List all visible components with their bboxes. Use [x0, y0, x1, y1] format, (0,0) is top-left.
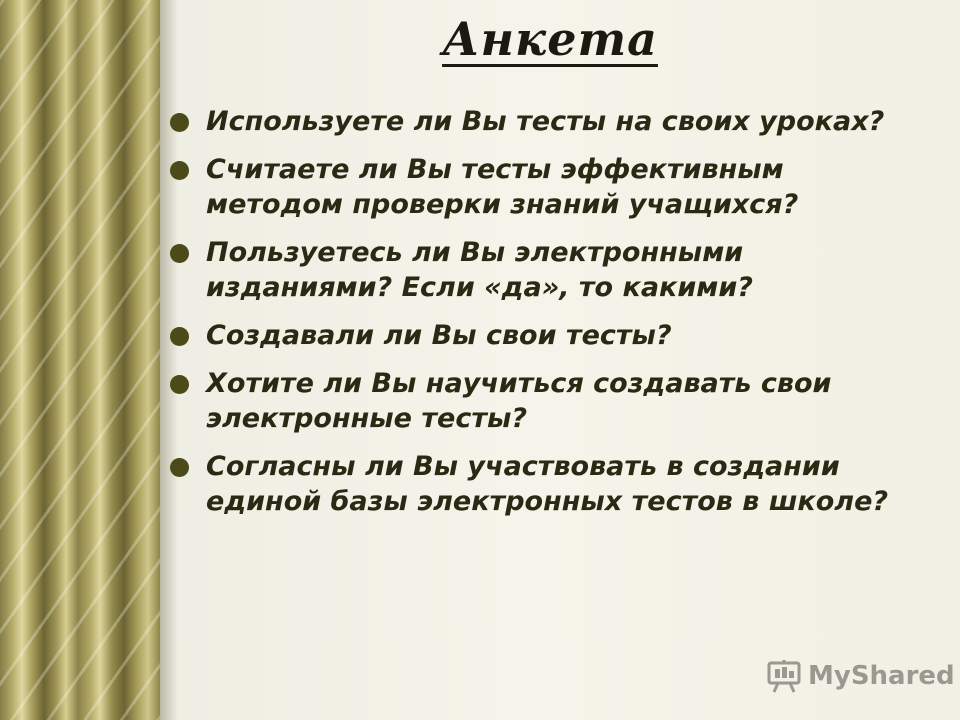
question-text: Считаете ли Вы тесты эффективным методом проверки знаний учащихся?	[206, 154, 799, 220]
list-item	[168, 235, 928, 305]
bullet-icon	[170, 375, 189, 394]
list-item	[168, 104, 928, 139]
slide-title: Анкета	[442, 12, 658, 66]
watermark-text: MyShared	[808, 661, 955, 691]
presentation-board-icon	[766, 659, 802, 693]
bullet-icon	[170, 244, 189, 263]
question-text: Хотите ли Вы научиться создавать свои электронные тесты?	[206, 368, 832, 434]
list-item	[168, 449, 928, 519]
question-list	[168, 104, 928, 532]
decorative-pillar	[0, 0, 160, 720]
watermark	[766, 656, 955, 696]
bullet-icon	[170, 161, 189, 180]
question-text: Создавали ли Вы свои тесты?	[206, 320, 672, 351]
question-text: Согласны ли Вы участвовать в создании единой базы электронных тестов в школе?	[206, 451, 889, 517]
bullet-icon	[170, 458, 189, 477]
question-text: Пользуетесь ли Вы электронными изданиями? Если «да», то какими?	[206, 237, 753, 303]
list-item	[168, 318, 928, 353]
question-text: Используете ли Вы тесты на своих уроках?	[206, 106, 885, 137]
list-item	[168, 152, 928, 222]
bullet-icon	[170, 327, 189, 346]
list-item	[168, 366, 928, 436]
bullet-icon	[170, 113, 189, 132]
